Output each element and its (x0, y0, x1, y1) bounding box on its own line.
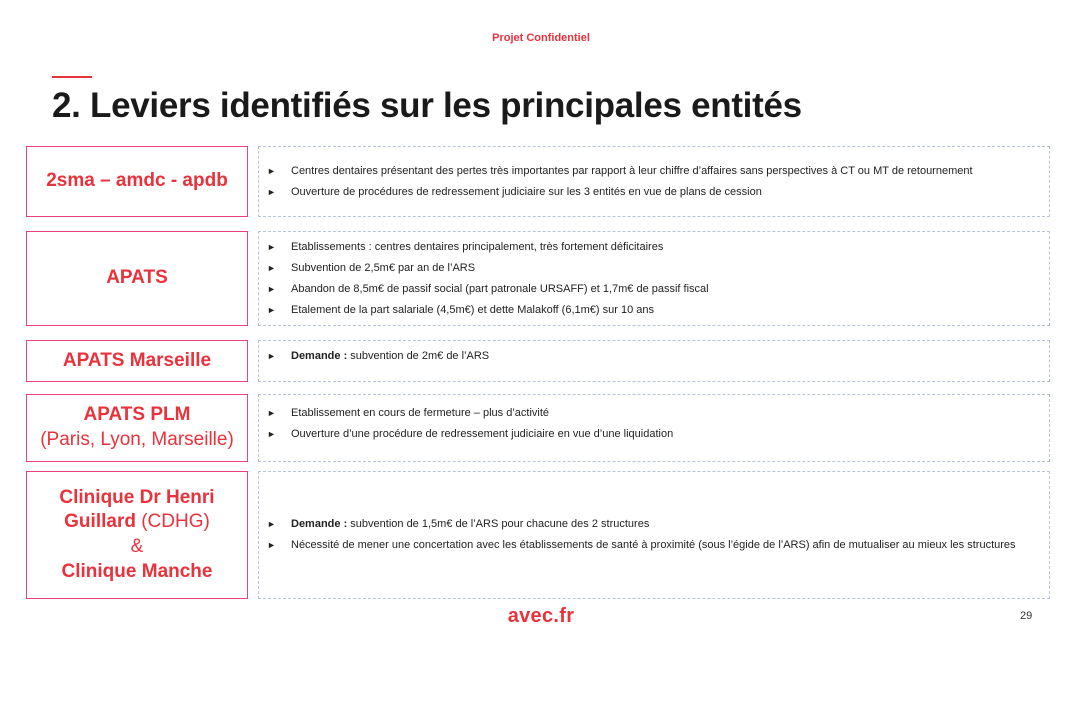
levers-panel (258, 394, 1050, 462)
bullet-arrow-icon: ► (267, 304, 276, 315)
entity-box (26, 471, 248, 599)
bullet-item (265, 261, 1041, 276)
entity-name: APATS PLM (83, 404, 191, 426)
bullet-text: subvention de 2m€ de l’ARS (347, 350, 490, 362)
bullet-item (265, 427, 1041, 442)
bullet-arrow-icon: ► (267, 283, 276, 294)
bullet-item (265, 185, 1041, 200)
bullet-item (265, 538, 1041, 553)
bullet-text: Ouverture d’une procédure de redressement judiciaire en vue d’une liquidation (291, 428, 674, 440)
levers-panel (258, 146, 1050, 217)
entity-box (26, 146, 248, 217)
lever-row-apats-marseille (26, 340, 1050, 382)
title-accent-line (52, 76, 92, 78)
bullet-item: ► Demande : subvention de 2m€ de l’ARS (267, 350, 490, 362)
page-number: 29 (1020, 610, 1033, 622)
bullet-item (265, 164, 1041, 179)
lever-row-apats-plm (26, 394, 1050, 462)
footer-logo: avec.fr (507, 605, 575, 627)
bullet-text: Etalement de la part salariale (4,5m€) et dette Malakoff (6,1m€) sur 10 ans (291, 303, 654, 316)
entity-name-line4: Clinique Manche (61, 560, 213, 582)
levers-panel (258, 471, 1050, 599)
bullet-arrow-icon: ► (267, 186, 276, 197)
bullet-item: ► Demande : subvention de 1,5m€ de l’ARS pour chacune des 2 structures (267, 518, 650, 530)
lever-row-apats (26, 231, 1050, 326)
bullet-arrow-icon: ► (267, 408, 276, 418)
bullet-text: Subvention de 2,5m€ par an de l’ARS (291, 261, 476, 274)
entity-ampersand: & (130, 536, 144, 557)
bullet-arrow-icon: ► (267, 241, 276, 252)
page-title: 2. Leviers identifiés sur les principales entités (52, 86, 802, 125)
bullet-text: subvention de 1,5m€ de l’ARS pour chacune des 2 structures (347, 518, 650, 530)
bullet-item (265, 240, 1041, 255)
entity-box (26, 231, 248, 326)
confidential-label: Projet Confidentiel (492, 32, 590, 44)
entity-name-line2: Guillard (CDHG) (64, 511, 210, 533)
entity-subtitle: (Paris, Lyon, Marseille) (40, 429, 234, 450)
bullet-text: Abandon de 8,5m€ de passif social (part patronale URSAFF) et 1,7m€ de passif fiscal (291, 282, 709, 295)
bullet-item (265, 303, 1041, 318)
entity-name: 2sma – amdc - apdb (46, 170, 228, 192)
bullet-item (265, 406, 1041, 421)
lever-row-cliniques (26, 471, 1050, 599)
lever-row-2sma (26, 146, 1050, 217)
bullet-text: Etablissement en cours de fermeture – plus d’activité (291, 407, 550, 419)
bullet-item (265, 282, 1041, 297)
bullet-arrow-icon: ► (267, 519, 276, 529)
entity-name-line1: Clinique Dr Henri (59, 486, 215, 508)
bullet-arrow-icon: ► (267, 351, 276, 361)
entity-box (26, 394, 248, 462)
bullet-text: Ouverture de procédures de redressement judiciaire sur les 3 entités en vue de plans de cession (291, 185, 762, 198)
bullet-arrow-icon: ► (267, 540, 276, 550)
bullet-arrow-icon: ► (267, 165, 276, 176)
levers-panel (258, 231, 1050, 326)
bullet-text: Centres dentaires présentant des pertes très importantes par rapport à leur chiffre d’affaires sans perspectives à CT ou MT de retournement (291, 164, 973, 177)
bullet-arrow-icon: ► (267, 429, 276, 439)
bullet-text: Etablissements : centres dentaires principalement, très fortement déficitaires (291, 240, 664, 253)
bullet-arrow-icon: ► (267, 262, 276, 273)
levers-panel (258, 340, 1050, 382)
entity-name: APATS Marseille (62, 349, 212, 371)
entity-box (26, 340, 248, 382)
bullet-text: Nécessité de mener une concertation avec les établissements de santé à proximité (sous l’égide de l’ARS) afin de mutualiser au mieux les structures (291, 539, 1016, 551)
entity-name: APATS (106, 267, 168, 289)
